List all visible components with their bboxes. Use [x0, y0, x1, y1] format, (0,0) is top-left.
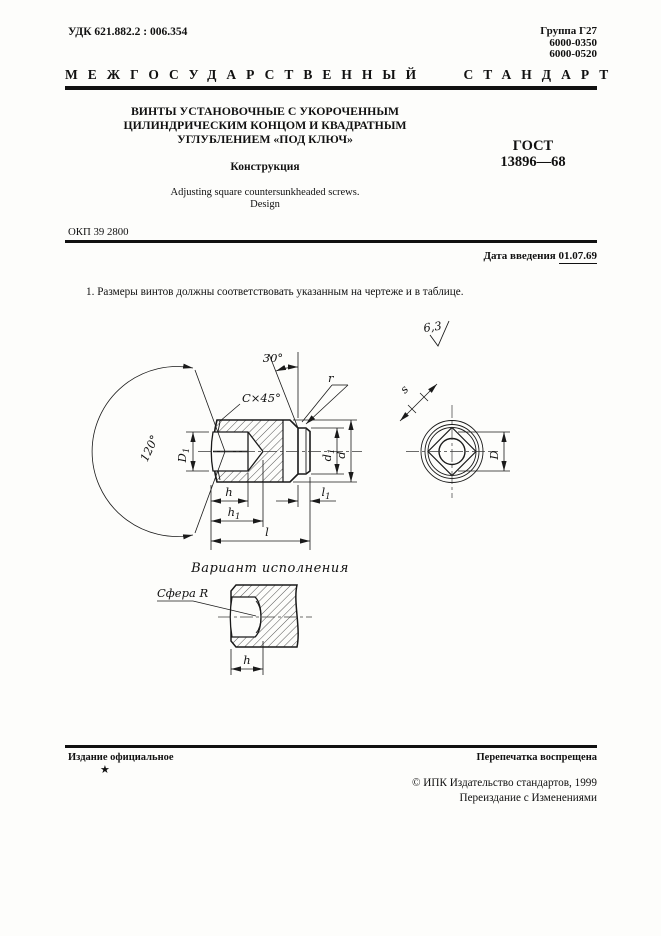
title-en-line-2: Design	[250, 199, 280, 210]
title-english	[65, 187, 465, 211]
date-label: Дата введения	[483, 250, 556, 262]
label-l: l	[265, 525, 269, 539]
label-variant-h: h	[243, 653, 251, 667]
variant-caption: Вариант исполнения	[191, 561, 349, 576]
dim-s	[397, 382, 437, 421]
svg-text:l1: $l_1$	[321, 485, 331, 502]
dim-radius	[302, 371, 348, 424]
label-l1: l	[321, 485, 326, 499]
title-line-3: УГЛУБЛЕНИЕМ «ПОД КЛЮЧ»	[177, 131, 353, 146]
title-en-line-1: Adjusting square countersunkheaded screws.	[170, 187, 360, 198]
udk-code: УДК 621.882.2 : 006.354	[68, 26, 188, 38]
header-right-block	[540, 26, 597, 61]
header-rule	[65, 86, 597, 90]
label-D: D	[487, 450, 501, 460]
copyright-line: © ИПК Издательство стандартов, 1999	[411, 777, 597, 789]
reprint-forbidden-note: Перепечатка воспрещена	[476, 752, 597, 763]
dim-chamfer	[219, 391, 281, 422]
label-D1: D	[175, 453, 189, 463]
technical-drawing	[60, 310, 620, 690]
gost-designation	[468, 138, 598, 170]
svg-text:d1: $d_1$	[320, 448, 337, 462]
svg-text:h1: $h_1$	[227, 505, 241, 522]
okp-number: ОКП 39 2800	[68, 226, 129, 238]
okp-code-2: 6000-0520	[549, 48, 597, 60]
dim-d	[293, 420, 357, 482]
label-d1: d	[320, 454, 334, 462]
label-sphere-R: Сфера R	[157, 586, 209, 600]
label-h: h	[225, 485, 233, 499]
main-view	[92, 351, 362, 550]
gost-number: 13896—68	[500, 154, 566, 170]
footer-rule	[65, 745, 597, 748]
paragraph-1: 1. Размеры винтов должны соответствовать указанным на чертеже и в таблице.	[86, 286, 464, 298]
svg-text:D1: $D_1$	[175, 447, 192, 463]
document-title	[65, 105, 465, 146]
okp-rule	[65, 240, 597, 243]
label-angle-120: 120°	[137, 432, 162, 464]
okp-code-1: 6000-0350	[549, 36, 597, 49]
label-radius: r	[328, 371, 334, 385]
dim-d1	[311, 428, 344, 474]
introduction-date-line	[483, 250, 597, 262]
dim-l1	[276, 477, 336, 550]
label-s: s	[397, 382, 412, 397]
label-h1: h	[227, 505, 235, 519]
title-line-2: ЦИЛИНДРИЧЕСКИМ КОНЦОМ И КВАДРАТНЫМ	[123, 117, 407, 132]
standard-kind-heading: МЕЖГОСУДАРСТВЕННЫЙ СТАНДАРТ	[65, 67, 619, 82]
title-line-1: ВИНТЫ УСТАНОВОЧНЫЕ С УКОРОЧЕННЫМ	[130, 104, 400, 118]
label-angle-30: 30°	[262, 351, 284, 365]
date-value: 01.07.69	[558, 250, 597, 262]
reissue-line: Переиздание с Изменениями	[459, 792, 597, 804]
group-code: Группа Г27	[540, 25, 597, 37]
roughness-mark	[422, 319, 449, 346]
dim-angle-30	[263, 351, 298, 428]
end-view	[397, 382, 510, 498]
star-mark: ★	[100, 764, 110, 776]
label-d: d	[334, 451, 348, 459]
official-edition-note: Издание официальное	[68, 752, 174, 763]
gost-label: ГОСТ	[512, 138, 554, 154]
subtitle: Конструкция	[230, 161, 300, 173]
dim-l	[211, 525, 310, 541]
roughness-value: 6,3	[422, 318, 443, 335]
variant-view	[157, 561, 349, 675]
label-chamfer: C×45°	[242, 391, 281, 405]
